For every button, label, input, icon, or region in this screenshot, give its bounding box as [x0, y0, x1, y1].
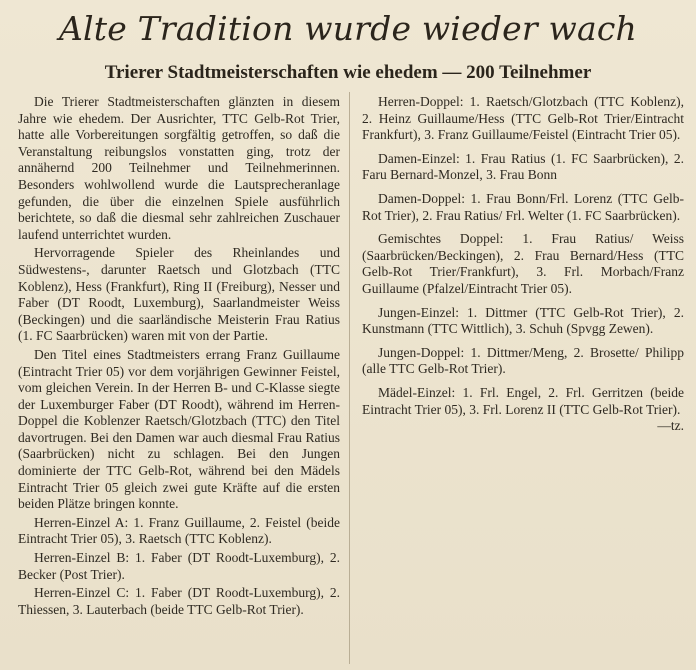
result-entry: Jungen-Doppel: 1. Dittmer/Meng, 2. Brosette/ Philipp (alle TTC Gelb-Rot Trier). [362, 344, 684, 377]
paragraph: Hervorragende Spieler des Rheinlandes und Südwestens-, darunter Raetsch und Glotzbach (TTC Koblenz), Hess (Frankfurt), Ring II (Freiburg), Nesser und Faber (DT Roodt, Luxemburg), Saarlandmeister Weiss (Beckingen) und die saarländische Meisterin Frau Ratius (1. FC Saarbrücken) waren mit von der Partie. [18, 245, 340, 344]
column-divider [349, 92, 350, 664]
paragraph: Die Trierer Stadtmeisterschaften glänzten in diesem Jahre wie ehedem. Der Ausrichter, TTC Gelb-Rot Trier, hatte alle Vorbereitungen sorgfältig getroffen, so daß die Veranstaltung reibungslos vonstatten ging, trotz der annähernd 200 Teilnehmer und Teilnehmerinnen. Besonders wohlwollend wurde die Lautsprecheranlage gefunden, die über die einzelnen Spiele ausführlich berichtete, so daß die diesmal sehr zahlreichen Zuschauer laufend unterrichtet wurden. [18, 94, 340, 242]
paragraph: Den Titel eines Stadtmeisters errang Franz Guillaume (Eintracht Trier 05) vor dem vorjährigen Gewinner Feistel, vom gleichen Verein. In der Herren B- und C-Klasse siegte der Luxemburger Faber (DT Roodt), während im Herren-Doppel die Koblenzer Raetsch/Glotzbach (TTC) den Titel davortrugen. Bei den Damen war auch diesmal Frau Ratius (Saarbrücken) nicht zu schlagen. Bei den Jungen dominierte der TTC Gelb-Rot, während bei den Mädels Eintracht Trier 05 gleich zwei gute Kräfte auf die ersten beiden Plätze bringen konnte. [18, 346, 340, 512]
author-signature: —tz. [657, 418, 684, 434]
result-entry: Damen-Doppel: 1. Frau Bonn/Frl. Lorenz (TTC Gelb-Rot Trier), 2. Frau Ratius/ Frl. Welter (1. FC Saarbrücken). [362, 190, 684, 223]
result-entry: Mädel-Einzel: 1. Frl. Engel, 2. Frl. Gerritzen (beide Eintracht Trier 05), 3. Frl. Lorenz II (TTC Gelb-Rot Trier). [362, 384, 684, 417]
subheadline: Trierer Stadtmeisterschaften wie ehedem — 200 Teilnehmer [104, 62, 592, 83]
right-column [362, 94, 684, 435]
result-entry: Gemischtes Doppel: 1. Frau Ratius/ Weiss (Saarbrücken/Beckingen), 2. Frau Bernard/Hess (TTC Gelb-Rot Trier/Frankfurt), 3. Frl. Morbach/Franz Guillaume (Pfalzel/Eintracht Trier 05). [362, 231, 684, 296]
result-entry: Herren-Einzel C: 1. Faber (DT Roodt-Luxemburg), 2. Thiessen, 3. Lauterbach (beide TTC Gelb-Rot Trier). [18, 585, 340, 617]
result-entry: Jungen-Einzel: 1. Dittmer (TTC Gelb-Rot Trier), 2. Kunstmann (TTC Wittlich), 3. Schuh (Spvgg Zewen). [362, 304, 684, 337]
result-entry: Herren-Einzel A: 1. Franz Guillaume, 2. Feistel (beide Eintracht Trier 05), 3. Raetsch (TTC Koblenz). [18, 514, 340, 547]
result-entry: Damen-Einzel: 1. Frau Ratius (1. FC Saarbrücken), 2. Faru Bernard-Monzel, 3. Frau Bonn [362, 150, 684, 183]
headline: Alte Tradition wurde wieder wach [59, 9, 637, 48]
result-entry: Herren-Einzel B: 1. Faber (DT Roodt-Luxemburg), 2. Becker (Post Trier). [18, 550, 340, 582]
left-column [18, 94, 340, 620]
result-entry: Herren-Doppel: 1. Raetsch/Glotzbach (TTC Koblenz), 2. Heinz Guillaume/Hess (TTC Gelb-Rot Trier/Eintracht Frankfurt), 3. Franz Guillaume/Feistel (Eintracht Trier 05). [362, 94, 684, 143]
